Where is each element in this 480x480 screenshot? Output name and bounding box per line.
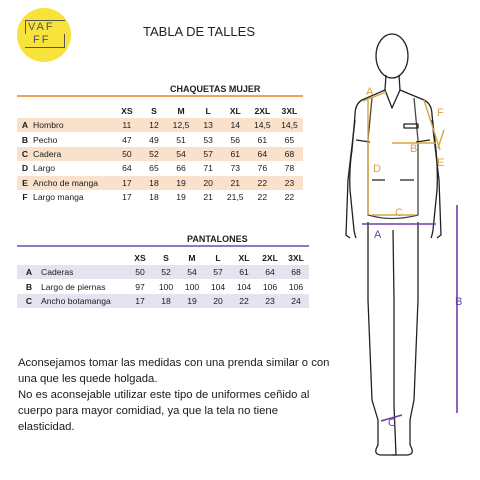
jackets-row-name: Ancho de manga	[33, 176, 113, 190]
label-a-hips: A	[374, 229, 382, 241]
jackets-table-row	[17, 190, 303, 204]
pants-size-header: 3XL	[288, 252, 304, 263]
jackets-cell: 61	[222, 147, 249, 161]
label-e-sleeve-width: E	[437, 157, 445, 169]
jackets-header-row	[17, 103, 303, 118]
jackets-cell: 65	[284, 134, 295, 145]
pants-cell: 57	[205, 265, 231, 279]
pants-cell: 100	[184, 281, 200, 292]
jackets-row-letter: C	[17, 147, 33, 161]
jackets-cell: 17	[113, 176, 140, 190]
pants-cell: 23	[257, 294, 283, 308]
jackets-row-letter: D	[21, 163, 29, 174]
jackets-cell: 13	[195, 118, 222, 132]
jackets-caption: CHAQUETAS MUJER	[170, 84, 261, 94]
pants-cell: 106	[262, 281, 278, 292]
figure-arms	[346, 120, 441, 238]
pants-cell: 68	[283, 265, 309, 279]
label-c-hem-width: C	[388, 417, 396, 429]
jackets-row-name: Cadera	[33, 147, 113, 161]
jackets-size-header: 3XL	[281, 105, 298, 116]
pants-row-letter: B	[25, 281, 33, 292]
pants-table-row	[17, 265, 309, 279]
jackets-cell: 14,5	[249, 118, 276, 132]
jackets-cell: 14,5	[276, 118, 303, 132]
page-title: TABLA DE TALLES	[143, 24, 255, 39]
pants-cell: 61	[231, 265, 257, 279]
label-b-chest: B	[410, 143, 418, 155]
sizing-advice	[18, 355, 330, 435]
pants-cell: 100	[158, 281, 174, 292]
jackets-table-row	[17, 176, 303, 190]
logo-line-1: VAF	[25, 20, 65, 34]
jackets-cell: 53	[203, 134, 213, 145]
pants-cell: 106	[288, 281, 304, 292]
jackets-cell: 64	[122, 163, 132, 174]
pants-cell: 52	[153, 265, 179, 279]
jackets-cell: 78	[284, 163, 295, 174]
jacket-body	[368, 98, 418, 219]
pants-cell: 24	[283, 294, 309, 308]
pants-size-header: XL	[238, 252, 250, 263]
jackets-cell: 19	[176, 192, 186, 203]
jackets-cell: 11	[113, 118, 140, 132]
brand-logo	[17, 8, 71, 62]
figure-outline	[346, 34, 441, 455]
label-b-leg-length: B	[455, 296, 463, 308]
jackets-cell: 23	[276, 176, 303, 190]
jackets-cell: 20	[195, 176, 222, 190]
pants-row-name: Largo de piernas	[41, 281, 106, 292]
jackets-cell: 71	[203, 163, 213, 174]
jackets-row-name: Largo manga	[33, 192, 84, 203]
jackets-cell: 22	[284, 192, 295, 203]
jackets-cell: 49	[149, 134, 159, 145]
jackets-cell: 14	[222, 118, 249, 132]
jackets-size-table	[17, 103, 303, 204]
jackets-cell: 12	[140, 118, 167, 132]
pants-size-header: XS	[134, 252, 146, 263]
jackets-cell: 17	[122, 192, 132, 203]
pants-cell: 20	[205, 294, 231, 308]
jackets-cell: 51	[176, 134, 186, 145]
pants-cell: 50	[127, 265, 153, 279]
jackets-size-header: S	[151, 105, 157, 116]
jackets-cell: 68	[276, 147, 303, 161]
pants-table-row	[17, 294, 309, 308]
jackets-table-row	[17, 118, 303, 132]
label-c-hip: C	[395, 207, 403, 219]
label-f-sleeve-length: F	[437, 107, 444, 119]
jacket-collar	[385, 90, 400, 108]
jackets-cell: 18	[140, 176, 167, 190]
jacket-sleeve-hems	[356, 140, 430, 142]
jackets-cell: 65	[149, 163, 159, 174]
jackets-cell: 76	[257, 163, 268, 174]
pants-cell: 64	[257, 265, 283, 279]
pants-size-header: 2XL	[262, 252, 278, 263]
pants-divider	[17, 245, 309, 247]
jackets-row-name: Largo	[33, 163, 56, 174]
pants-size-header: L	[215, 252, 221, 263]
brand-logo-text	[25, 20, 65, 48]
pants-size-header: M	[188, 252, 196, 263]
jackets-row-name: Pecho	[33, 134, 58, 145]
jackets-row-name: Hombro	[33, 118, 113, 132]
jackets-cell: 21	[222, 176, 249, 190]
pants-cell: 104	[236, 281, 252, 292]
jackets-cell: 21,5	[226, 192, 244, 203]
pants-size-table	[17, 250, 309, 308]
pants-cell: 97	[135, 281, 145, 292]
jackets-cell: 73	[230, 163, 241, 174]
pants-header-row	[17, 250, 309, 265]
pants-caption: PANTALONES	[187, 234, 248, 244]
jackets-cell: 64	[249, 147, 276, 161]
pants-cell: 19	[179, 294, 205, 308]
jackets-size-header: XL	[229, 105, 241, 116]
jackets-table-row	[17, 147, 303, 161]
jackets-row-letter: A	[17, 118, 33, 132]
pants-row-name: Ancho botamanga	[41, 294, 127, 308]
advice-paragraph-2: No es aconsejable utilizar este tipo de uniformes ceñido al cuerpo para mayor comidiad, ya que la tela no tiene elasticidad.	[18, 389, 310, 433]
jackets-cell: 66	[176, 163, 186, 174]
label-a-shoulder: A	[366, 86, 374, 98]
jackets-cell: 54	[168, 147, 195, 161]
pants-table-row	[17, 279, 309, 293]
jackets-divider	[17, 95, 303, 97]
jackets-row-letter: E	[17, 176, 33, 190]
jackets-size-header: 2XL	[254, 105, 271, 116]
figure-head	[376, 34, 408, 78]
jackets-table-row	[17, 161, 303, 175]
jackets-cell: 22	[249, 176, 276, 190]
jackets-cell: 18	[149, 192, 159, 203]
jackets-cell: 12,5	[168, 118, 195, 132]
pants-cell: 104	[210, 281, 226, 292]
jackets-cell: 50	[113, 147, 140, 161]
body-measurement-figure	[330, 0, 480, 480]
jacket-badge	[404, 124, 418, 128]
jackets-cell: 47	[122, 134, 132, 145]
jackets-cell: 19	[168, 176, 195, 190]
logo-line-2: FF	[25, 34, 65, 48]
pants-cell: 54	[179, 265, 205, 279]
jackets-cell: 56	[230, 134, 241, 145]
pants-row-name: Caderas	[41, 265, 127, 279]
jackets-size-header: L	[205, 105, 211, 116]
jackets-cell: 61	[257, 134, 268, 145]
jackets-table-row	[17, 132, 303, 146]
jackets-cell: 57	[195, 147, 222, 161]
pants-row-letter: A	[17, 265, 41, 279]
jacket-measure-labels	[366, 86, 444, 219]
pants-size-header: S	[163, 252, 169, 263]
label-d-length: D	[373, 163, 381, 175]
jackets-cell: 21	[203, 192, 213, 203]
jackets-size-header: XS	[121, 105, 133, 116]
pants-row-letter: C	[17, 294, 41, 308]
jackets-size-header: M	[177, 105, 185, 116]
jackets-cell: 52	[140, 147, 167, 161]
jackets-cell: 22	[257, 192, 268, 203]
pants-cell: 22	[231, 294, 257, 308]
advice-paragraph-1: Aconsejamos tomar las medidas con una prenda similar o con una que les quede holgada.	[18, 357, 330, 385]
jackets-row-letter: B	[21, 134, 29, 145]
pants-cell: 17	[127, 294, 153, 308]
figure-right-side	[400, 90, 437, 238]
pants-cell: 18	[153, 294, 179, 308]
jackets-row-letter: F	[22, 192, 28, 203]
